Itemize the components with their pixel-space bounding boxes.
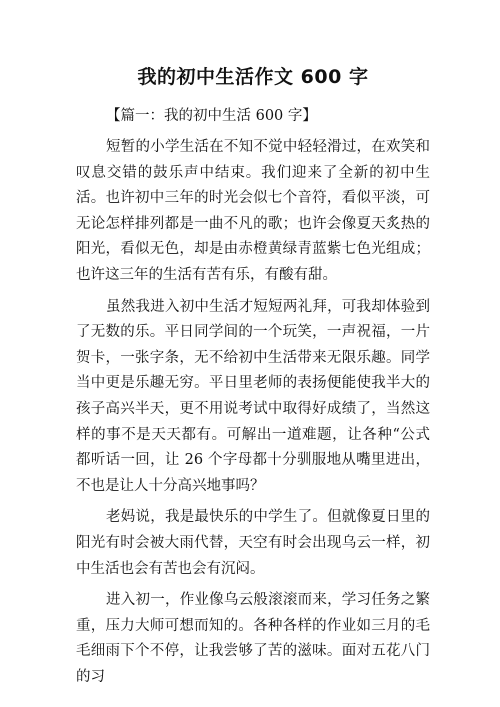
paragraph-3: 老妈说，我是最快乐的中学生了。但就像夏日里的阳光有时会被大雨代替，天空有时会出现乌云一样，初中生活也会有苦也会有沉闷。 — [76, 509, 430, 577]
paragraph-2: 虽然我进入初中生活才短短两礼拜，可我却体验到了无数的乐。平日同学间的一个玩笑，一声祝福，一片贺卡，一张字条，无不给初中生活带来无限乐趣。同学当中更是乐趣无穷。平日里老师的表扬便能使我半大的孩子高兴半天，更不用说考试中取得好成绩了，当然这样的事不是天天都有。可解出一道难题，让各种“公式都听话一回，让 26 个字母都十分驯服地从嘴里进出，不也是让人十分高兴地事吗？ — [76, 298, 430, 494]
section-heading: 【篇一：我的初中生活 600 字】 — [106, 108, 317, 124]
document-title: 我的初中生活作文 600 字 — [137, 66, 369, 88]
paragraph-1: 短暂的小学生活在不知不觉中轻轻滑过，在欢笑和叹息交错的鼓乐声中结束。我们迎来了全新的初中生活。也许初中三年的时光会似七个音符，看似平淡，可无论怎样排列都是一曲不凡的歌；也许会像夏天炙热的阳光，看似无色，却是由赤橙黄绿青蓝紫七色光组成；也许这三年的生活有苦有乐，有酸有甜。 — [76, 139, 430, 283]
paragraph-4: 进入初一，作业像乌云般滚滚而来，学习任务之繁重，压力大师可想而知的。各种各样的作业如三月的毛毛细雨下个不停，让我尝够了苦的滋味。面对五花八门的习 — [76, 592, 430, 685]
